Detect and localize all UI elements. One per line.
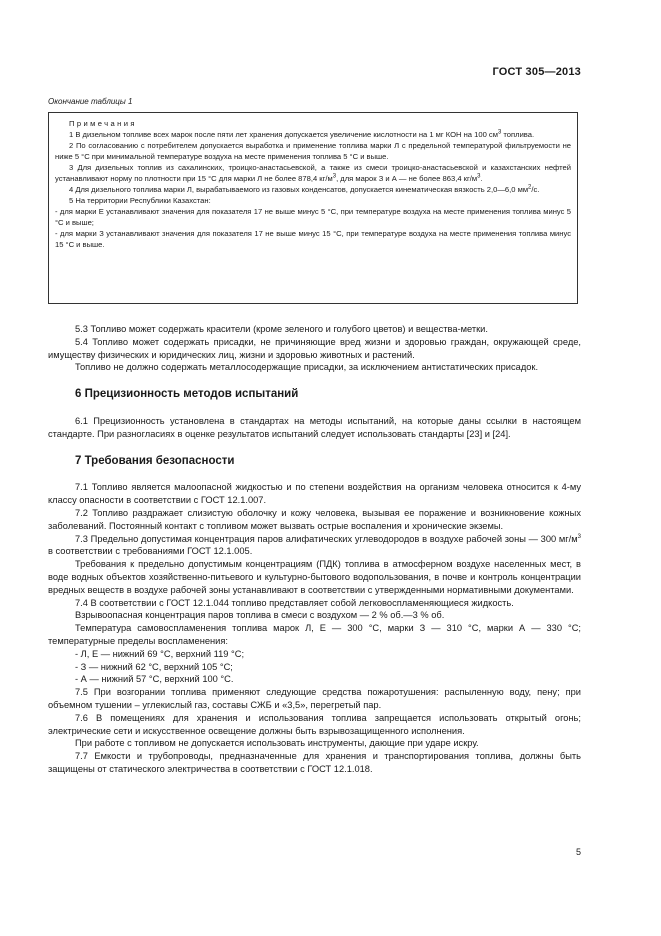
paragraph: 5.3 Топливо может содержать красители (кроме зеленого и голубого цветов) и вещества-метки. bbox=[75, 324, 488, 334]
note-dash-item: - для марки З устанавливают значения для показателя 17 не выше минус 15 °С, при температуре воздуха на месте применения топлива минус 15 °С и выше. bbox=[55, 229, 571, 249]
list-item: - Л, Е — нижний 69 °С, верхний 119 °С; bbox=[75, 648, 245, 659]
note-item: 2 По согласованию с потребителем допускается выработка и применение топлива марки Л с предельной температурой фильтруемости не ниже 5 °С при минимальной температуре воздуха на месте применения топлива 5 °С и выше. bbox=[55, 141, 571, 161]
note-item: 1 В дизельном топливе всех марок после пяти лет хранения допускается увеличение кислотности на 1 мг КОН на 100 $см^3$ топлива. bbox=[69, 129, 535, 139]
notes-box bbox=[48, 112, 578, 304]
page-number: 5 bbox=[575, 847, 581, 857]
table-caption: Окончание таблицы 1 bbox=[48, 97, 133, 106]
paragraph: 6.1 Прецизионность установлена в стандартах на методы испытаний, на которые даны ссылки в настоящем стандарте. При разногласиях в оценке результатов испытаний следует использовать стандарты [23] и [24]. bbox=[48, 415, 581, 439]
document-body bbox=[48, 323, 581, 776]
paragraph: 7.7 Емкости и трубопроводы, предназначенные для хранения и транспортирования топлива, должны быть защищены от статического электричества в соответствии с ГОСТ 12.1.018. bbox=[48, 751, 581, 774]
note-item: 4 Для дизельного топлива марки Л, вырабатываемого из газовых конденсатов, допускается кинематическая вязкость 2,0—6,0 $мм^2/с$. bbox=[69, 184, 540, 194]
paragraph: 7.6 В помещениях для хранения и использования топлива запрещается использовать открытый огонь; электрические сети и искусственное освещение должны быть взрывозащищенного исполнения. bbox=[48, 712, 581, 736]
paragraph: При работе с топливом не допускается использовать инструменты, дающие при ударе искру. bbox=[75, 738, 479, 749]
paragraph: 7.1 Топливо является малоопасной жидкостью и по степени воздействия на организм человека относится к 4-му классу опасности в соответствии с ГОСТ 12.1.007. bbox=[48, 482, 581, 506]
paragraph: Температура самовоспламенения топлива марок Л, Е — 300 °С, марки З — 310 °С, марки А — 330 °С; температурные пределы воспламенения: bbox=[48, 623, 581, 646]
notes-heading: Примечания bbox=[69, 119, 137, 128]
list-item: - А — нижний 57 °С, верхний 100 °С. bbox=[75, 674, 234, 685]
paragraph: 7.5 При возгорании топлива применяют следующие средства пожаротушения: распыленную воду, пену; при объемном тушении – углекислый газ, составы СЖБ и «3,5», перегретый пар. bbox=[48, 687, 581, 710]
note-item: 3 Для дизельных топлив из сахалинских, троицко-анастасьевской, а также из смеси троицко-анастасьевской и казахстанских нефтей устанавливают норму по плотности при 15 °С для марки Л не более 878,4 $кг/м^3$, для марок З и А — не более 863,4 $кг/м^3$. bbox=[55, 163, 571, 183]
section-heading: 7 Требования безопасности bbox=[75, 454, 235, 467]
section-heading: 6 Прецизионность методов испытаний bbox=[75, 388, 299, 401]
paragraph: Топливо не должно содержать металлосодержащие присадки, за исключением антистатических присадок. bbox=[75, 362, 539, 373]
paragraph: Требования к предельно допустимым концентрациям (ПДК) топлива в атмосферном воздухе населенных мест, в воде водных объектов хозяйственно-питьевого и культурно-бытового водопользования, в почве и контроль концентрации вредных веществ в воздухе рабочей зоны устанавливают в соответствии с утвержденными нормативными документами. bbox=[48, 559, 581, 595]
list-item: - З — нижний 62 °С, верхний 105 °С; bbox=[75, 661, 233, 672]
paragraph: 7.2 Топливо раздражает слизистую оболочку и кожу человека, вызывая ее поражение и возникновение кожных заболеваний. Постоянный контакт с топливом может вызвать острые воспаления и хронические экземы. bbox=[48, 507, 581, 531]
note-item: 5 На территории Республики Казахстан: bbox=[69, 196, 211, 205]
note-dash-item: - для марки Е устанавливают значения для показателя 17 не выше минус 5 °С, при температуре воздуха на месте применения топлива минус 5 °С и выше; bbox=[55, 207, 571, 227]
paragraph: 7.4 В соответствии с ГОСТ 12.1.044 топливо представляет собой легковоспламеняющиеся жидкость. bbox=[75, 597, 514, 608]
paragraph: 7.3 Предельно допустимая концентрация паров алифатических углеводородов в воздухе рабочей зоны — 300 $мг/м^3$ в соответствии с требованиями ГОСТ 12.1.005. bbox=[48, 533, 581, 557]
paragraph: 5.4 Топливо может содержать присадки, не причиняющие вред жизни и здоровью граждан, окружающей среде, имуществу физических и юридических лиц, жизни и здоровью животных и растений. bbox=[48, 336, 581, 360]
paragraph: Взрывоопасная концентрация паров топлива в смеси с воздухом — 2 % об.—3 % об. bbox=[75, 610, 445, 621]
page-header-doc-code: ГОСТ 305—2013 bbox=[492, 66, 581, 78]
